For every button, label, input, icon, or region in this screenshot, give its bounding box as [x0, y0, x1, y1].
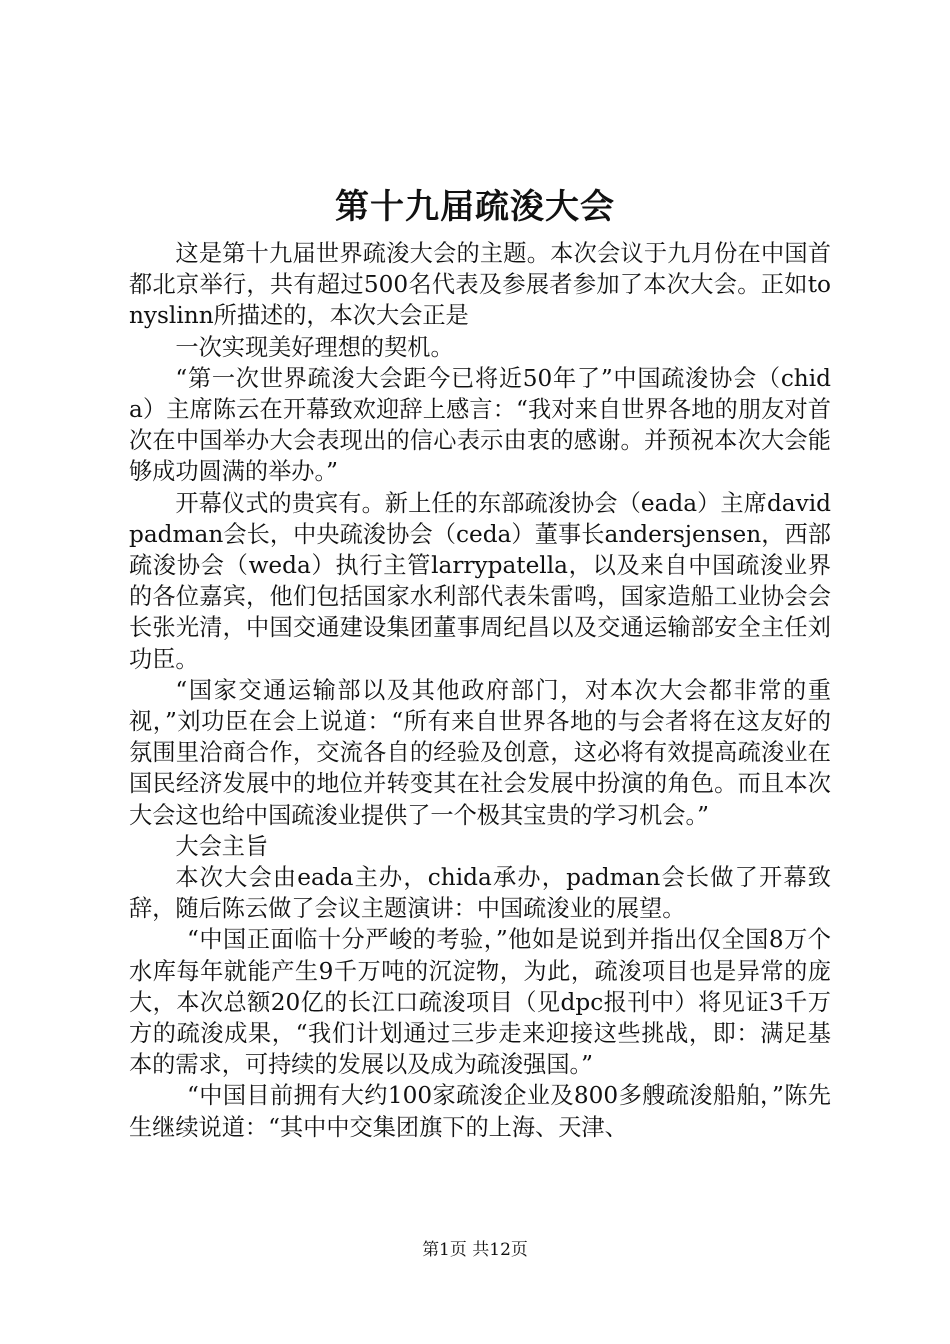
paragraph: “中国目前拥有大约100家疏浚企业及800多艘疏浚船舶，”陈先生继续说道：“其中中交集团旗下的上海、天津、 — [129, 1082, 831, 1141]
document-title: 第十九届疏浚大会 — [335, 187, 615, 227]
paragraph: 这是第十九届世界疏浚大会的主题。本次会议于九月份在中国首都北京举行，共有超过500名代表及参展者参加了本次大会。正如tonyslinn所描述的，本次大会正是 — [129, 240, 831, 330]
paragraph: 本次大会由eada主办，chida承办，padman会长做了开幕致辞，随后陈云做了会议主题演讲：中国疏浚业的展望。 — [129, 864, 831, 923]
paragraph: “第一次世界疏浚大会距今已将近50年了”中国疏浚协会（chida）主席陈云在开幕致欢迎辞上感言：“我对来自世界各地的朋友对首次在中国举办大会表现出的信心表示由衷的感谢。并预祝本次大会能够成功圆满的举办。” — [129, 364, 831, 486]
paragraph: “国家交通运输部以及其他政府部门，对本次大会都非常的重视，”刘功臣在会上说道：“所有来自世界各地的与会者将在这友好的氛围里洽商合作，交流各自的经验及创意，这必将有效提高疏浚业在国民经济发展中的地位并转变其在社会发展中扮演的角色。而且本次大会这也给中国疏浚业提供了一个极其宝贵的学习机会。” — [129, 676, 831, 829]
document-body — [129, 238, 831, 1143]
paragraph: 开幕仪式的贵宾有。新上任的东部疏浚协会（eada）主席davidpadman会长，中央疏浚协会（ceda）董事长andersjensen，西部疏浚协会（weda）执行主管larrypatella，以及来自中国疏浚业界的各位嘉宾，他们包括国家水利部代表朱雷鸣，国家造船工业协会会长张光清，中国交通建设集团董事周纪昌以及交通运输部安全主任刘功臣。 — [129, 489, 831, 673]
paragraph: “中国正面临十分严峻的考验，”他如是说到并指出仅全国8万个水库每年就能产生9千万吨的沉淀物，为此，疏浚项目也是异常的庞大，本次总额20亿的长江口疏浚项目（见dpc报刊中）将见证3千万方的疏浚成果，“我们计划通过三步走来迎接这些挑战，即：满足基本的需求，可持续的发展以及成为疏浚强国。” — [129, 926, 831, 1079]
paragraph: 一次实现美好理想的契机。 — [175, 333, 454, 361]
section-heading: 大会主旨 — [175, 832, 269, 860]
page-footer: 第1页 共12页 — [422, 1240, 528, 1260]
